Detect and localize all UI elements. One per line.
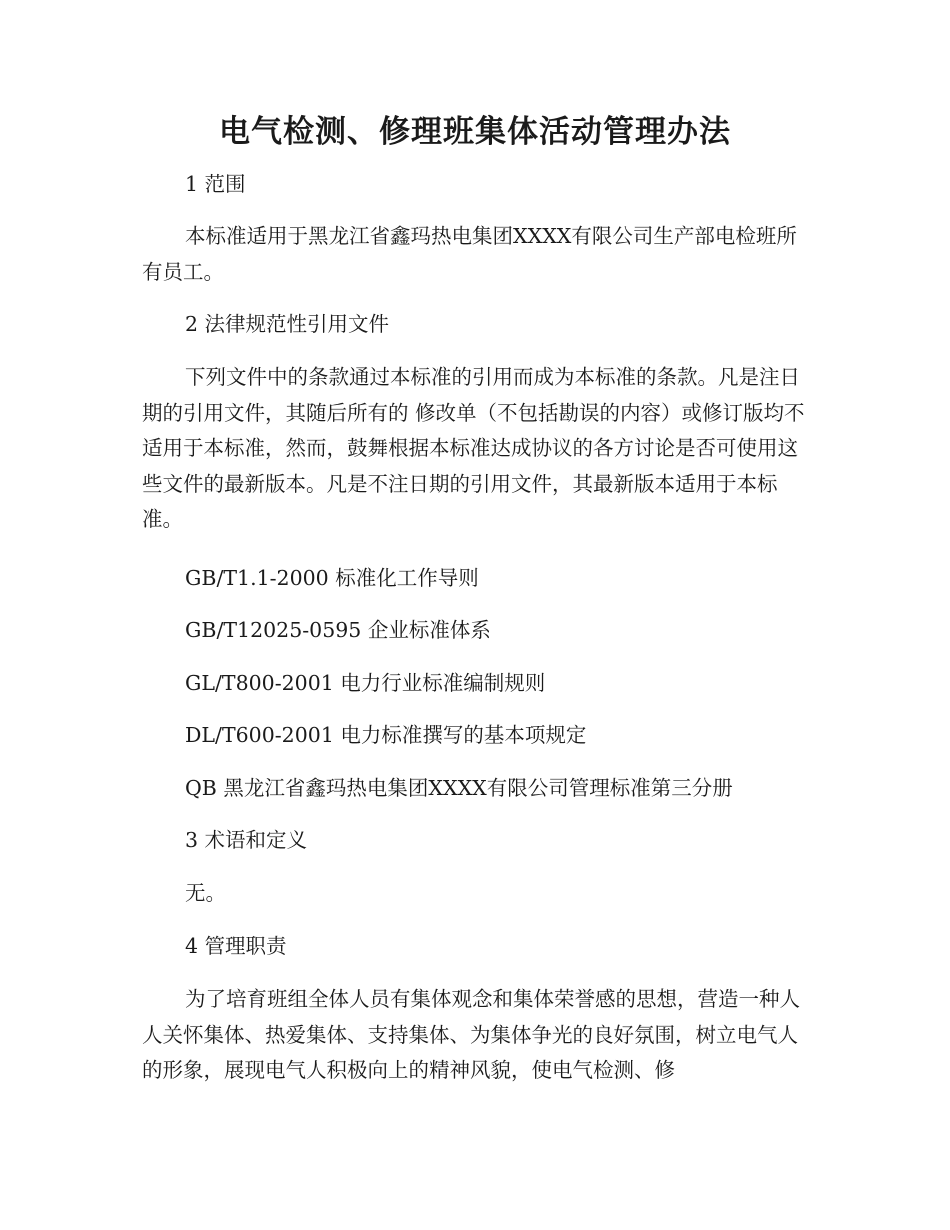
section-3-heading: 3 术语和定义	[185, 828, 308, 852]
section-2-heading: 2 法律规范性引用文件	[185, 312, 390, 336]
section-2-paragraph: 下列文件中的条款通过本标准的引用而成为本标准的条款。凡是注日期的引用文件，其随后所有的 修改单（不包括勘误的内容）或修订版均不适用于本标准，然而，鼓舞根据本标准达成协议的各方讨论是否可使用这些文件的最新版本。凡是不注日期的引用文件，其最新版本适用于本标准。	[142, 365, 805, 531]
reference-item: GB/T1.1-2000 标准化工作导则	[185, 566, 479, 590]
section-3-paragraph: 无。	[185, 881, 226, 905]
reference-item: QB 黑龙江省鑫玛热电集团XXXX有限公司管理标准第三分册	[185, 776, 733, 800]
reference-item: DL/T600-2001 电力标准撰写的基本项规定	[185, 723, 587, 747]
reference-item: GL/T800-2001 电力行业标准编制规则	[185, 671, 546, 695]
section-4-heading: 4 管理职责	[185, 934, 287, 958]
section-4-paragraph: 为了培育班组全体人员有集体观念和集体荣誉感的思想，营造一种人人关怀集体、热爱集体、支持集体、为集体争光的良好氛围，树立电气人的形象，展现电气人积极向上的精神风貌，使电气检测、修	[142, 987, 800, 1082]
document-title: 电气检测、修理班集体活动管理办法	[219, 114, 731, 150]
section-1-paragraph: 本标准适用于黑龙江省鑫玛热电集团XXXX有限公司生产部电检班所有员工。	[142, 224, 797, 284]
section-1-heading: 1 范围	[185, 172, 246, 196]
reference-item: GB/T12025-0595 企业标准体系	[185, 618, 491, 642]
